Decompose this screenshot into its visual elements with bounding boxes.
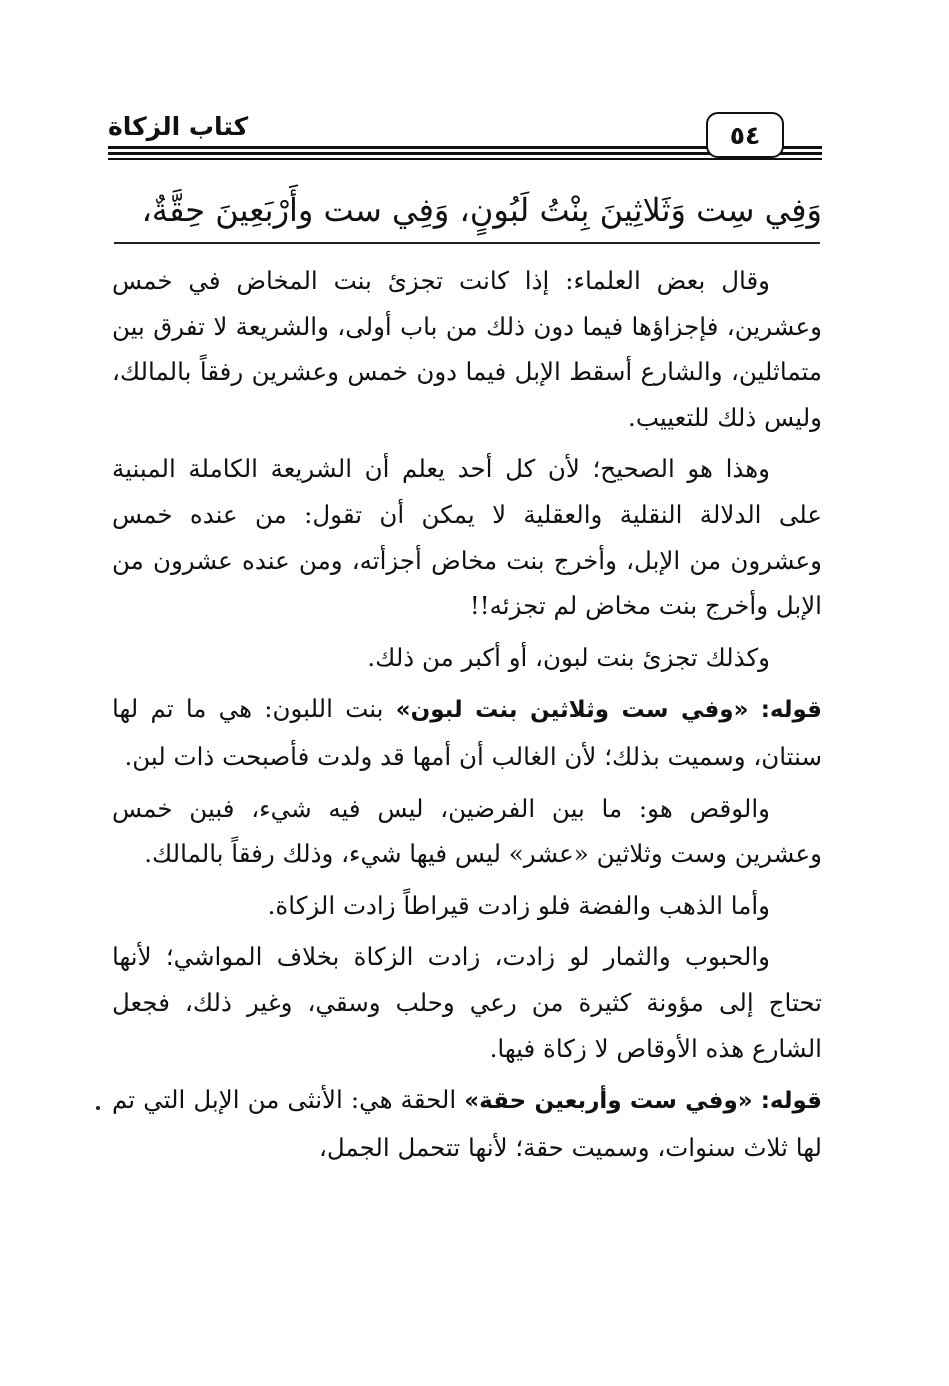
qawluhu-label: قوله: [760, 1088, 822, 1115]
paragraph-4-text: بنت اللبون: هي ما تم لها سنتان، وسميت بذلك؛ لأن الغالب أن أمها قد ولدت فأصبحت ذات لبن. [112, 694, 822, 771]
paragraph-8-text: الحقة هي: الأنثى من الإبل التي تم لها ثلاث سنوات، وسميت حقة؛ لأنها تتحمل الجمل، [112, 1085, 822, 1162]
quoted-matn: «وفي ست وأربعين حقة» [464, 1088, 753, 1115]
paragraph-6: وأما الذهب والفضة فلو زادت قيراطاً زادت الزكاة. [267, 890, 770, 920]
paragraph-5: والوقص هو: ما بين الفرضين، ليس فيه شيء، فبين خمس وعشرين وست وثلاثين «عشر» ليس فيها شيء، وذلك رفقاً بالمالك. [112, 793, 822, 869]
paragraph-2: وهذا هو الصحيح؛ لأن كل أحد يعلم أن الشريعة الكاملة المبنية على الدلالة النقلية والعقلية لا يمكن أن تقول: من عنده خمس وعشرون من الإبل، وأخرج بنت مخاض أجزأته، ومن عنده عشرون من الإبل وأخرج بنت مخاض لم تجزئه!! [112, 454, 822, 621]
matn-text: وَفِي سِت وَثَلاثِينَ بِنْتُ لَبُونٍ، وَفِي ست وأَرْبَعِينَ حِقَّةٌ، [141, 191, 822, 229]
commentary-body [112, 258, 822, 1176]
qawluhu-label: قوله: [760, 697, 822, 724]
page-number: ٥٤ [706, 112, 784, 158]
paragraph-8 [112, 1077, 822, 1170]
quoted-matn: «وفي ست وثلاثين بنت لبون» [395, 697, 749, 724]
paragraph-4 [112, 686, 822, 779]
matn-divider [114, 242, 820, 244]
paragraph-7: والحبوب والثمار لو زادت، زادت الزكاة بخلاف المواشي؛ لأنها تحتاج إلى مؤونة كثيرة من رعي وحلب وسقي، وغير ذلك، فجعل الشارع هذه الأوقاص لا زكاة فيها. [112, 942, 822, 1063]
paragraph-1: وقال بعض العلماء: إذا كانت تجزئ بنت المخاض في خمس وعشرين، فإجزاؤها فيما دون ذلك من باب أولى، والشريعة لا تفرق بين متماثلين، والشارع أسقط الإبل فيما دون خمس وعشرين رفقاً بالمالك، وليس ذلك للتعييب. [112, 266, 822, 432]
page-header [108, 112, 822, 172]
book-title: كتاب الزكاة [108, 112, 249, 141]
scan-speck [96, 1106, 100, 1110]
header-rule-bottom [108, 158, 822, 160]
paragraph-3: وكذلك تجزئ بنت لبون، أو أكبر من ذلك. [367, 642, 770, 672]
